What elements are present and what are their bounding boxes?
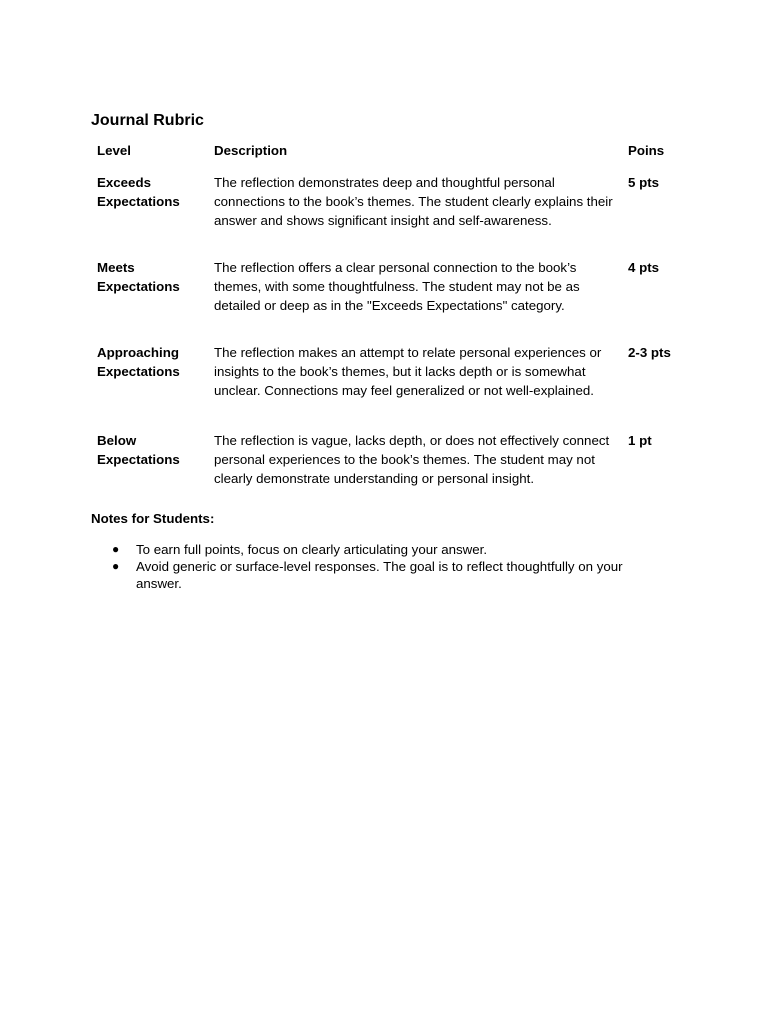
rubric-row-meets-expectations — [91, 258, 691, 343]
bullet-icon: ● — [112, 542, 120, 556]
rubric-points: 1 pt — [628, 433, 652, 448]
rubric-level: Approaching Expectations — [97, 345, 180, 379]
bullet-icon: ● — [112, 559, 120, 573]
list-item — [91, 541, 651, 558]
rubric-points: 5 pts — [628, 175, 660, 190]
rubric-description: The reflection offers a clear personal connection to the book’s themes, with some thoughtfulness. The student may not be as detailed or deep as in the "Exceeds Expectations" category. — [214, 260, 580, 313]
points-column-header: Poins — [628, 143, 665, 158]
rubric-row-exceeds-expectations — [91, 173, 691, 258]
list-item — [91, 558, 651, 592]
rubric-row-below-expectations — [91, 431, 691, 491]
note-text: Avoid generic or surface-level responses. The goal is to reflect thoughtfully on your answer. — [136, 559, 623, 591]
rubric-header-row — [91, 141, 691, 173]
rubric-description: The reflection makes an attempt to relate personal experiences or insights to the book’s themes, but it lacks depth or is somewhat unclear. Connections may feel generalized or not well-explained. — [214, 345, 602, 398]
level-column-header: Level — [97, 143, 132, 158]
rubric-row-approaching-expectations — [91, 343, 691, 431]
page-title: Journal Rubric — [91, 112, 204, 129]
rubric-level: Meets Expectations — [97, 260, 180, 294]
rubric-level: Exceeds Expectations — [97, 175, 180, 209]
rubric-level: Below Expectations — [97, 433, 180, 467]
rubric-points: 4 pts — [628, 260, 660, 275]
notes-title: Notes for Students: — [91, 511, 215, 526]
rubric-table — [91, 141, 691, 491]
description-column-header: Description — [214, 143, 288, 158]
rubric-points: 2-3 pts — [628, 345, 671, 360]
rubric-description: The reflection is vague, lacks depth, or does not effectively connect personal experiences to the book’s themes. The student may not clearly demonstrate understanding or personal insight. — [214, 433, 610, 486]
rubric-description: The reflection demonstrates deep and thoughtful personal connections to the book’s themes. The student clearly explains their answer and shows significant insight and self-awareness. — [214, 175, 613, 228]
notes-list — [91, 541, 651, 592]
note-text: To earn full points, focus on clearly articulating your answer. — [136, 542, 488, 557]
